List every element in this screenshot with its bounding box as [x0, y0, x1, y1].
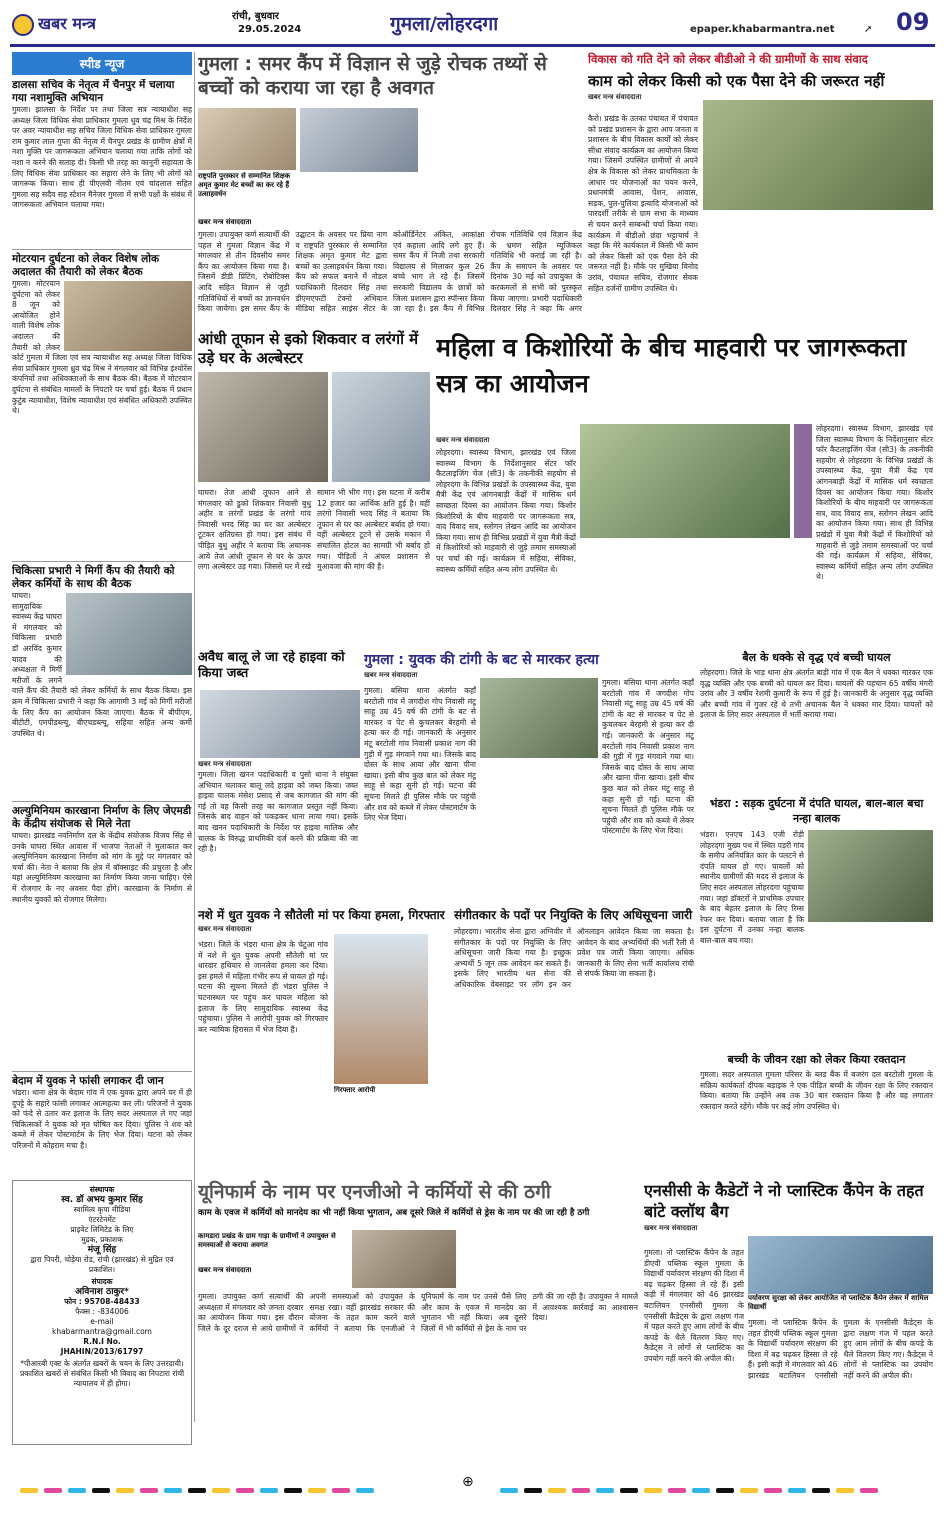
summer-camp-caption: राष्ट्रपति पुरस्कार से सम्मानित शिक्षक अमृत कुमार मेट बच्चों का कर रहे हैं उत्साहवर्धन	[198, 172, 291, 198]
sidebar-clinic-photo	[66, 593, 192, 675]
article-bull-attack	[700, 650, 933, 790]
imprint-line-4: मुद्रक, प्रकाशक	[81, 1235, 123, 1244]
sidebar-item-4-body: घाघरा। झारखंड नवनिर्माण दल के केंद्रीय संयोजक विजय सिंह से उनके घाघरा स्थित आवास में भाजपा नेताओं ने मुलाकात कर अल्युमिनियम कारखाना निर्माण को मांग के मुद्दे पर मंगलवार को चर्चा की। नेता ने बताया कि क्षेत्र में बॉक्साइट की प्रचुरता है और यहां अल्युमिनियम कारखाना का निर्माण किया जाना चाहिए। ऐसे में रोजगार के नए अवसर पैदा होंगे। कारखाना के निर्माण से स्थानीय युवकों को रोजगार मिलेगा।	[12, 831, 192, 904]
sidebar-item-4	[12, 801, 192, 1071]
menstrual-headline: महिला व किशोरियों के बीच माहवारी पर जागरूकता सत्र का आयोजन	[436, 333, 907, 398]
public-hearing-photo	[352, 1230, 456, 1288]
ncc-caption: पर्यावरण सुरक्षा को लेकर आयोजित नो प्लास्टिक कैंपेन लेकर में शामिल विद्यार्थी	[748, 1294, 929, 1311]
color-registration-strip	[20, 1460, 925, 1500]
stepmother-byline: खबर मन्त्र संवाददाता	[198, 925, 252, 933]
sidebar-item-3-body: घाघरा। सामुदायिक स्वास्थ्य केंद्र घाघरा में मंगलवार को चिकित्सा प्रभारी डॉ अरविंद कुमार यादव की अध्यक्षता में मिर्गी मरीजों के लगने वाले कैंप की तैयारी को लेकर कर्मियों के साथ बैठक किया। इस क्रम में चिकित्सा प्रभारी ने कहा कि आगामी 3 मई को मिर्गी मरीजों के लिए कैंप का आयोजन किया जाएगा। बैठक में बीपीएम, बीटीटी, एमपीडब्ल्यू, बीएचडब्ल्यू, सहिया सहित अन्य कर्मी उपस्थित थे।	[12, 591, 192, 738]
musician-headline: संगीतकार के पदों पर नियुक्ति के लिए अधिसूचना जारी	[454, 908, 693, 922]
article-road-accident	[700, 796, 933, 1046]
sidebar-item-1-head: डालसा सचिव के नेतृत्व में चैनपुर में चलाया गया नशामुक्ति अभियान	[12, 79, 175, 104]
murder-body-right: गुमला। बसिया थाना अंतर्गत कहाँ बरटोली गांव में जगदीश गोप निवासी मंटू साहू उम्र 45 वर्ष की टांगी के बट से मारकर व पेट से कुचलकर बेरहमी से हत्या कर दी गई। जानकारी के अनुसार मंटू बरटोली गांव निवासी प्रकाश नाग की गुड़ी में गुड़ मंगवाने गया था। जिसके बाद दोस्त के साथ आया और खाना पीना खाया। इसी बीच कुछ बात को लेकर मंटू साहू से कहा सुनी हो गई। घटना की सूचना मिलते ही पुलिस मौके पर पहुंची और शव को कब्जे में लेकर पोस्टमार्टम के लिए भेज दिया।	[602, 678, 694, 836]
imprint-editor: अविनाश ठाकुर*	[75, 1287, 129, 1297]
sidebar-divider	[194, 52, 195, 1422]
storm-house-photo-2	[332, 372, 430, 482]
ngo-byline: खबर मन्त्र संवाददाता	[198, 1266, 252, 1274]
bdo-body: कैरो। प्रखंड के उतका पंचायत में पंचायत को प्रखंड प्रशासन के द्वारा आप जनता व प्रशासन के बीच विकास कार्यों को लेकर सीधा संवाद कार्यक्रम का आयोजन किया गया। जिसमें उपस्थित ग्रामीणों से अपने क्षेत्र के विकास को लेकर प्राथमिकता के आधार पर योजनाओं का चयन करने, प्रधानमंत्री आवास, पेंशन, आवास, सड़क, पुल-पुलिया इत्यादि योजनाओं को पारदर्शी तरीके से ग्राम सभा के माध्यम से चयन करने सम्बन्धी चर्चा किया गया। कार्यक्रम में बीडीओ छंदा भट्टाचार्य ने कहा कि मेरे कार्यकाल में किसी भी काम को लेकर किसी को एक पैसा देने की जरूरत नहीं है। मौके पर मुखिया विनोद उरांव, पंचायत सचिव, रोजगार सेवक सहित दर्जनों ग्रामीण उपस्थित थे।	[588, 114, 698, 293]
article-blood-donation	[700, 1052, 933, 1172]
imprint-line-3: प्राइवेट लिमिटेड के लिए	[70, 1225, 134, 1234]
imprint-phone: फोन : 95708-48433	[64, 1297, 140, 1306]
sidebar-item-2-body: गुमला। मोटरयान दुर्घटना को लेकर 8 जून को आयोजित होने वाली विशेष लोक अदालत की तैयारी को लेकर कोर्ट गुमला में जिला एवं सत्र न्यायाधीश सह अध्यक्ष जिला विधिक सेवा प्राधिकार गुमला ध्रुव चंद्र मिश्र ने मंगलवार को विभिन्न इंश्योरेंस कंपनियों तथा अधिवक्ताओं के साथ बैठक की। बैठक में मोटरयान दुर्घटना से संबंधित मामलों के निपटारे पर चर्चा हुई। बैठक में प्रधान कुटुंब न्यायाधीश, विशेष न्यायाधीश एवं संबंधित अधिकारी उपस्थित थे।	[12, 279, 192, 416]
imprint-line-2: एंटरटेनमेंट	[88, 1215, 116, 1224]
brand-logo-icon	[12, 14, 34, 36]
imprint-founder: स्व. डॉ अभय कुमार सिंह	[61, 1195, 143, 1205]
village-meeting-photo	[703, 100, 933, 210]
epaper-url[interactable]: epaper.khabarmantra.net	[690, 24, 835, 35]
sidebar-item-3-head: चिकित्सा प्रभारी ने मिर्गी कैंप की तैयारी को लेकर कर्मियों के साथ की बैठक	[12, 565, 175, 590]
murder-headline: गुमला : युवक की टांगी के बट से मारकर हत्या	[364, 652, 599, 668]
issue-date: 29.05.2024	[238, 24, 302, 35]
section-title: गुमला/लोहरदगा	[390, 13, 499, 35]
bdo-headline: विकास को गति देने को लेकर बीडीओ ने की ग्रामीणों के साथ संवाद	[588, 52, 868, 66]
sand-body: गुमला। जिला खनन पदाधिकारी व पुसो थाना ने संयुक्त अभियान चलाकर बालू लदे हाइवा को जब्त किया। जब्त हाइवा चालक मंसेश प्रसाद से जब कागजात की मांग की गई तो वह किसी तरह का कागजात प्रस्तुत नहीं किया। जिसके बाद वाहन को पकड़कर थाना लाया गया। इसके बाद खनन पदाधिकारी के निर्देश पर हाइवा मालिक और चालक के विरुद्ध प्राथमिकी दर्ज करने की प्रक्रिया की जा रही है।	[198, 770, 358, 854]
sidebar-item-1	[12, 79, 192, 249]
ncc-cadets-photo	[748, 1236, 933, 1294]
storm-house-photo-1	[198, 372, 328, 482]
sidebar-item-4-head: अल्युमिनियम कारखाना निर्माण के लिए जेएमडी के केंद्रीय संयोजक से मिले नेता	[12, 805, 192, 830]
sidebar-item-2-head: मोटरयान दुर्घटना को लेकर विशेष लोक अदालत की तैयारी को लेकर बैठक	[12, 253, 160, 278]
sidebar-item-3	[12, 561, 192, 801]
article-summer-camp-headline: गुमला : समर कैंप में विज्ञान से जुड़े रोचक तथ्यों से बच्चों को कराया जा रहा है अवगत	[198, 53, 547, 99]
accident-body: भंडरा। एनएच 143 एजी रोड़ी लोहरदगा मुख्य पथ में स्थित पड़री गांव के समीप अनियंत्रित कार के पलटने से दंपति घायल हो गए। घायलों को स्थानीय ग्रामीणों की मदद से इलाज के लिए सदर अस्पताल लोहरदगा पहुंचाया गया। जहां डॉक्टरों ने प्राथमिक उपचार के बाद बेहतर इलाज के लिए रिम्स रेफर कर दिया। बताया जाता है कि इस दुर्घटना में उनका नन्हा बालक बाल-बाल बच गया।	[700, 830, 804, 945]
menstrual-byline: खबर मन्त्र संवाददाता	[436, 436, 490, 444]
accused-photo	[334, 934, 428, 1084]
ncc-body-right: गुमला। नो प्लास्टिक कैंपेन के तहत डीएवी पब्लिक स्कूल गुमला के विद्यार्थी पर्यावरण संरक्षण की दिशा में बढ़ चढ़कर हिस्सा ले रहे हैं। इसी कड़ी में मंगलवार को 46 झारखंड बटालियन एनसीसी गुमला के एनसीसी कैडेट्स के द्वारा लक्षण गंज में पहल करते हुए आम लोगों के बीच कपड़े के थैले वितरण किए गए। कैडेट्स ने लोगों से प्लास्टिक का उपयोग नहीं करने की अपील की।	[748, 1318, 933, 1380]
ncc-byline: खबर मन्त्र संवाददाता	[644, 1224, 698, 1232]
imprint-note: *पीआरबी एक्ट के अंतर्गत खबरों के चयन के लिए उत्तरदायी। प्रकाशित खबरों से संबंधित किसी भी विवाद का निपटारा रांची न्यायालय में ही होगा।	[19, 1359, 185, 1388]
sidebar-item-2	[12, 249, 192, 561]
page-number: 09	[896, 8, 930, 36]
menstrual-body-right: लोहरदगा। स्वास्थ्य विभाग, झारखंड एवं जिला स्वास्थ्य विभाग के निर्देशानुसार सेंटर फॉर कैटलाइजिंग चेंज (सी3) के तकनीकी सहयोग से लोहरदगा के विभिन्न प्रखंडों के उपस्वास्थ्य केंद्र, युवा मैत्री केंद्र एवं आंगनबाड़ी केंद्रों में मासिक धर्म स्वच्छता दिवस का आयोजन किया गया। किशोर किशोरियों के बीच माहवारी पर जागरूकता सत्र, वाद विवाद सत्र, स्लोगन लेखन आदि का आयोजन किया गया। साथ ही विभिन्न प्रखंडों में युवा मैत्री केंद्रों में किशोरियों को माहवारी से जुड़े तमाम समस्याओं पर चर्चा की गई। कार्यक्रम में सहिया, सेविका, स्वास्थ्य कर्मियों सहित अन्य लोग उपस्थित थे।	[816, 424, 933, 582]
accident-headline: भंडरा : सड़क दुर्घटना में दंपति घायल, बाल-बाल बचा नन्हा बालक	[709, 797, 924, 825]
crime-scene-photo	[480, 678, 598, 758]
storm-body: घाघरा। तेज आंधी तूफान आने से मंगलवार को डुको शिकवार निवासी बुधु अहीर व लरंगों प्रखंड के लरंगो गांव निवासी भरद सिंह का घर का अल्बेस्टर टूटकर क्षतिग्रस्त हो गया। इस संबंध में पीड़ित बुधु अहीर ने बताया कि अचानक आये तेज आंधी तूफान से घर के ऊपर लगा अल्बेस्टर उड़ गया। जिससे घर में रखे सामान भी भीग गए। इस घटना में करीब 12 हजार का आर्थिक क्षति हुई है। वहीं लरंगो निवासी भरद सिंह ने बताया कि तूफान से घर का अल्बेस्टर बर्बाद हो गया। वहीं अल्बेस्टर टूटने से उसके मकान में संचालित होटल का सामग्री भी बर्बाद हो गया। पीड़ितों ने अंचल प्रशासन से मुआवजा की मांग की है।	[198, 488, 430, 572]
classroom-photo	[300, 108, 418, 172]
article-murder	[364, 650, 694, 900]
bdo-subhead: काम को लेकर किसी को एक पैसा देने की जरूरत नहीं	[588, 72, 885, 90]
storm-headline: आंधी तूफान से इको शिकवार व लरंगों में उड़े घर के अल्बेस्टर	[198, 330, 419, 367]
imprint-rni-no: JHAHIN/2013/61797	[60, 1347, 144, 1356]
bdo-byline: खबर मन्त्र संवाददाता	[588, 93, 642, 101]
stepmother-headline: नशे में धुत युवक ने सौतेली मां पर किया हमला, गिरफ्तार	[198, 908, 445, 922]
imprint-box	[12, 1180, 192, 1445]
brand-name: खबर मन्त्र	[38, 14, 96, 33]
ngo-subhead: काम के एवज में कर्मियों को मानदेय का भी नहीं किया भुगतान, अब दूसरे जिले में कर्मियों से ड्रेस के नाम पर की जा रही है ठगी	[198, 1208, 590, 1218]
article-bdo-dialogue	[588, 52, 933, 324]
awareness-session-photo	[580, 424, 790, 538]
crosshair-icon: ⊕	[462, 1474, 474, 1490]
ncc-headline: एनसीसी के कैडेटों ने नो प्लास्टिक कैंपेन के तहत बांटे क्लॉथ बैग	[644, 1181, 924, 1221]
article-illegal-sand	[198, 650, 358, 900]
overturned-car-photo	[808, 830, 933, 922]
imprint-line-1: स्वामित्व कृपा मीडिया	[73, 1205, 131, 1214]
city-day: रांची, बुधवार	[232, 11, 280, 22]
sidebar-item-5-head: बेदाम में युवक ने फांसी लगाकर दी जान	[12, 1075, 164, 1087]
article-storm	[198, 330, 430, 646]
article-ngo-fraud	[198, 1180, 638, 1445]
stepmother-body: भंडरा। जिले के भंडरा थाना क्षेत्र के चेटुआ गांव में नशे में धुत युवक अपनी सौतेली मां पर धारदार हथियार से जानलेवा हमला कर दिया। इस हमले में महिला गंभीर रूप से घायल हो गई। घटना की सूचना मिलते ही भंडरा पुलिस ने घटनास्थल पर पहुंच कर घायल महिला को इलाज के लिए सामुदायिक स्वास्थ्य केंद्र पहुंचाया। पुलिस ने आरोपी युवक को गिरफ्तार कर न्यायिक हिरासत में भेज दिया है।	[198, 940, 328, 1034]
summer-camp-photo	[198, 108, 296, 170]
girls-group-photo	[794, 424, 812, 538]
ngo-headline: यूनिफार्म के नाम पर एनजीओ ने कर्मियों से की ठगी	[198, 1181, 551, 1203]
article-summer-camp	[198, 52, 582, 324]
imprint-press: द्वारा पिपरी, चोड़ेया रोड, रांची (झारखंड) से मुद्रित एवं प्रकाशित।	[30, 1255, 174, 1274]
sidebar-item-5-body: भंडरा। थाना क्षेत्र के बेदाम गांव में एक युवक द्वारा अपने घर में ही दुपट्टे के सहारे फांसी लगाकर आत्महत्या कर ली। परिजनों ने युवक को फंदे से उतार कर इलाज के लिए सदर अस्पताल ले गए जहां चिकित्सकों ने युवक को मृत घोषित कर दिया। पुलिस ने शव को कब्जे में लेकर पोस्टमार्टम के लिए भेज दिया। घटना को लेकर परिजनों में कोहराम मचा है।	[12, 1088, 192, 1150]
sand-headline: अवैध बालू ले जा रहे हाइवा को किया जब्त	[198, 650, 345, 681]
article-menstrual-awareness	[436, 330, 933, 642]
ngo-body: गुमला। उपायुक्त कर्ण सत्यार्थी की अध्यक्षता में मंगलवार को जनता दरबार का आयोजन किया गया। इस दौरान जिले के दूर दराज से आये ग्रामीणों ने अपनी समस्याओं को उपायुक्त के समक्ष रखा। वहीं झारखंड सरकार की योजना के तहत काम करने वाले कर्मियों ने बताया कि एनजीओ ने यूनिफार्म के नाम पर उनसे पैसे लिए और काम के एवज में मानदेय का भुगतान भी नहीं किया। अब दूसरे जिलों में भी कर्मियों से ड्रेस के नाम पर ठगी की जा रही है। उपायुक्त ने मामले में आवश्यक कार्रवाई का आश्वासन दिया।	[198, 1292, 638, 1333]
imprint-email[interactable]: khabarmantra@gmail.com	[51, 1327, 152, 1336]
bull-body: लोहरदगा। जिले के भाड़ थाना क्षेत्र अंतर्गत बाड़ी गांव में एक बैल ने धक्का मारकर एक वृद्ध व्यक्ति और एक बच्ची को घायल कर दिया। घायलों की पहचान 65 वर्षीय मंगरी उरांव और 3 वर्षीय रेशमी कुमारी के रूप में हुई है। जानकारी के अनुसार वृद्ध व्यक्ति और बच्ची गांव में गुजर रहे थे तभी अचानक बैल ने धक्का मार दिया। घायलों को इलाज के लिए सदर अस्पताल में भर्ती कराया गया।	[700, 668, 933, 720]
article-musician-recruitment	[454, 906, 694, 1174]
blood-body: गुमला। सदर अस्पताल गुमला परिसर के ब्लड बैंक में बजरंग दल बरटोली गुमला के सक्रिय कार्यकर्ता दीपक बड़ाइक ने एक पीड़ित बच्ची के जीवन रक्षा के लिए रक्तदान किया। बताया कि उन्होंने अब तक 30 बार रक्तदान किया है और वह लगातार रक्तदान करते रहेंगे। मौके पर कई लोग उपस्थित थे।	[700, 1070, 933, 1111]
imprint-rni: R.N.I No.	[83, 1337, 121, 1346]
seized-truck-photo	[200, 690, 360, 758]
summer-camp-byline: खबर मन्त्र संवाददाता	[198, 218, 252, 226]
imprint-editor-title: संपादक	[91, 1277, 113, 1286]
imprint-email-label: e-mail	[90, 1317, 114, 1326]
accused-caption: गिरफ्तार आरोपी	[334, 1086, 376, 1094]
murder-body: गुमला। बसिया थाना अंतर्गत कहाँ बरटोली गांव में जगदीश गोप निवासी मंटू साहू उम्र 45 वर्ष की टांगी के बट से मारकर व पेट से कुचलकर बेरहमी से हत्या कर दी गई। जानकारी के अनुसार मंटू बरटोली गांव निवासी प्रकाश नाग की गुड़ी में गुड़ मंगवाने गया था। जिसके बाद दोस्त के साथ आया और खाना पीना खाया। इसी बीच कुछ बात को लेकर मंटू साहू से कहा सुनी हो गई। घटना की सूचना मिलते ही पुलिस मौके पर पहुंची और शव को कब्जे में लेकर पोस्टमार्टम के लिए भेज दिया।	[364, 686, 476, 823]
ncc-body: गुमला। नो प्लास्टिक कैंपेन के तहत डीएवी पब्लिक स्कूल गुमला के विद्यार्थी पर्यावरण संरक्षण की दिशा में बढ़ चढ़कर हिस्सा ले रहे हैं। इसी कड़ी में मंगलवार को 46 झारखंड बटालियन एनसीसी गुमला के एनसीसी कैडेट्स के द्वारा लक्षण गंज में पहल करते हुए आम लोगों के बीच कपड़े के थैले वितरण किए गए। कैडेट्स ने लोगों से प्लास्टिक का उपयोग नहीं करने की अपील की।	[644, 1248, 744, 1363]
murder-byline: खबर मन्त्र संवाददाता	[364, 671, 418, 679]
summer-camp-body: गुमला। उपायुक्त कर्ण सत्यार्थी की पहल से गुमला विज्ञान केंद्र में मंगलवार से तीन दिवसीय समर कैंप का आयोजन किया गया है। जिसमें डीडी प्रिंटिंग, रोबोटिक्स आदि सहित विज्ञान से जुड़ी गतिविधियों से बच्चों का ज्ञानवर्धन किया जायेगा। इस समर कैंप के उद्घाटन के अवसर पर प्रिया नाग व राष्ट्रपति पुरस्कार से सम्मानित शिक्षक अमृत कुमार मेट द्वारा बच्चों का उत्साहवर्धन किया गया। कैंप को सफल बनाने में नोडल पदाधिकारी दिलदार सिंह तथा डीएमएफटी टेक्नो अभियान मीडिया सहित साइंस सेंटर के कोऑर्डिनेटर अंकित, आकांक्षा एवं कहाला आदि लगे हुए हैं। समर कैंप में निजी तथा सरकारी विद्यालय से मिलाकर कुल 26 बच्चे भाग ले रहे हैं। जिसमें सरकारी विद्यालय के छात्रों को जिला प्रशासन द्वारा स्पॉन्सर किया जा रहा है। इस कैंप में विभिन्न रोचक गतिविधि एवं विज्ञान केंद्र के भ्रमण सहित म्यूजिकल गतिविधि भी कराई जा रही है। कैंप के समापन के अवसर पर दिनांक 30 मई को उपायुक्त के करकमलों से सभी को पुरस्कृत किया जाएगा। प्रभारी पदाधिकारी दिलदार सिंह ने कहा कि अगर	[198, 230, 582, 314]
ngo-caption: कामडारा प्रखंड के ग्राम गाड़ा के ग्रामीणों ने उपायुक्त से समस्याओं से कराया अवगत	[198, 1232, 336, 1249]
sidebar-item-1-body: गुमला। झालसा के निर्देश पर तथा जिला सत्र न्यायाधीश सह अध्यक्ष जिला विधिक सेवा प्राधिकार गुमला धुव चंद्र मिश्र के निर्देश पर अवर न्यायाधीश सह सचिव जिला विधिक सेवा प्राधिकार गुमला राम कुमार लाल गुप्ता की नेतृत्व में चैनपुर प्रखंड के ग्रामीण क्षेत्रों में नशा मुक्ति पर जागरूकता अभियान चलाया गया ताकि लोगों को नशा न करने की सलाह दी। किसी भी तरह का कानूनी सहायता के लिए विधिक सेवा प्राधिकार का सहारा लेने के लिए भी लोगों को जागरूक किया। साथ ही पीएलवी नीतम एवं चांदलाल सहित गुमला सह सदैव सह स्टेशन मैनेजर गुमला में सभी पक्षों के संबंध में जागरूकता अभियान चलाया गया।	[12, 105, 192, 210]
imprint-fax: फैक्स : -834006	[75, 1307, 129, 1316]
bull-headline: बैल के धक्के से वृद्ध एवं बच्ची घायल	[742, 651, 891, 664]
blood-headline: बच्ची के जीवन रक्षा को लेकर किया रक्तदान	[727, 1053, 906, 1066]
sidebar-meeting-photo	[64, 281, 192, 351]
article-stepmother-attack	[198, 906, 448, 1174]
imprint-line-5: मंजू सिंह	[87, 1245, 117, 1255]
imprint-title: संस्थापक	[89, 1185, 115, 1194]
article-ncc-no-plastic	[644, 1180, 933, 1445]
sand-byline: खबर मन्त्र संवाददाता	[198, 760, 252, 768]
masthead-rule	[10, 44, 935, 47]
musician-body: लोहरदगा। भारतीय सेना द्वारा अग्निवीर में संगीतकार के पदों पर नियुक्ति के लिए अधिसूचना जारी किया गया है। इच्छुक अभ्यर्थी 5 जून तक आवेदन कर सकते हैं। इसके लिए भारतीय थल सेना की अधिकारिक वेबसाइट पर लॉग इन कर ऑनलाइन आवेदन किया जा सकता है। आवेदन के बाद अभ्यर्थियों की भर्ती रैली में प्रवेश पत्र जारी किया जाएगा। अधिक जानकारी के लिए सेना भर्ती कार्यालय रांची से संपर्क किया जा सकता है।	[454, 927, 694, 989]
menstrual-body: लोहरदगा। स्वास्थ्य विभाग, झारखंड एवं जिला स्वास्थ्य विभाग के निर्देशानुसार सेंटर फॉर कैटलाइजिंग चेंज (सी3) के तकनीकी सहयोग से लोहरदगा के विभिन्न प्रखंडों के उपस्वास्थ्य केंद्र, युवा मैत्री केंद्र एवं आंगनबाड़ी केंद्रों में मासिक धर्म स्वच्छता दिवस का आयोजन किया गया। किशोर किशोरियों के बीच माहवारी पर जागरूकता सत्र, वाद विवाद सत्र, स्लोगन लेखन आदि का आयोजन किया गया। साथ ही विभिन्न प्रखंडों में युवा मैत्री केंद्रों में किशोरियों को माहवारी से जुड़े तमाम समस्याओं पर चर्चा की गई। कार्यक्रम में सहिया, सेविका, स्वास्थ्य कर्मियों सहित अन्य लोग उपस्थित थे।	[436, 448, 576, 574]
speed-news-title: स्पीड न्यूज	[12, 52, 192, 75]
cursor-icon: ➚	[864, 24, 873, 35]
